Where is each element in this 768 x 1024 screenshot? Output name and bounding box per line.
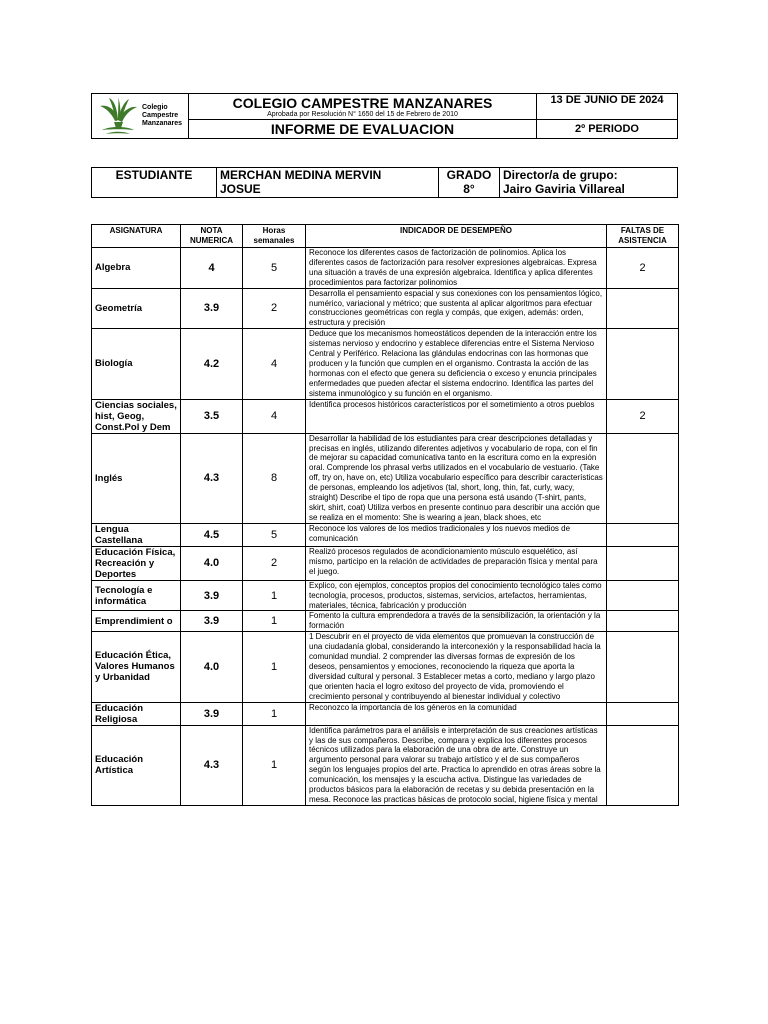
subject-cell: Educación Artística xyxy=(92,725,181,805)
hours-cell: 1 xyxy=(243,580,306,611)
grades-table xyxy=(91,224,679,806)
absences-cell xyxy=(607,725,679,805)
student-name xyxy=(217,168,439,198)
absences-cell xyxy=(607,433,679,523)
grade-cell: 4 xyxy=(181,248,243,289)
grade-cell: 3.9 xyxy=(181,288,243,329)
header-absences-line: FALTAS DE xyxy=(620,226,665,235)
logo-text-line: Colegio xyxy=(142,104,168,111)
resolution-text: Aprobada por Resolución N° 1650 del 15 de Febrero de 2010 xyxy=(267,111,458,118)
header-absences xyxy=(607,225,679,248)
absences-cell xyxy=(607,329,679,399)
subject-cell: Tecnología e informática xyxy=(92,580,181,611)
absences-cell xyxy=(607,546,679,580)
subject-cell: Geometría xyxy=(92,288,181,329)
indicator-cell: Desarrolla el pensamiento espacial y sus conexiones con los pensamientos lógico, numérico, variacional y métrico; que sustenta al aplicar algoritmos para efectuar construcciones geométricas con regla y compás, que exigen, además: orden, estructura y precisión xyxy=(306,288,607,329)
table-row xyxy=(92,399,679,433)
hours-cell: 1 xyxy=(243,632,306,702)
indicator-cell: Reconoce los diferentes casos de factorización de polinomios. Aplica los diferentes casos de factorización para resolver expresiones algebraicas. Expresa una situación a través de una expresión algebraica. Identifica y aplica diferentes procedimientos para factorizar polinomios xyxy=(306,248,607,289)
absences-cell: 2 xyxy=(607,399,679,433)
header-grade xyxy=(181,225,243,248)
grade-cell: 4.0 xyxy=(181,632,243,702)
absences-cell xyxy=(607,580,679,611)
subject-cell: Algebra xyxy=(92,248,181,289)
grade-label: GRADO xyxy=(446,168,492,182)
table-row xyxy=(92,632,679,702)
subject-cell: Ciencias sociales, hist, Geog, Const.Pol y Dem xyxy=(92,399,181,433)
director-name: Jairo Gaviria Villareal xyxy=(503,182,625,196)
hours-cell: 2 xyxy=(243,546,306,580)
table-row xyxy=(92,611,679,632)
hours-cell: 1 xyxy=(243,611,306,632)
header-hours-line: Horas xyxy=(262,226,286,235)
report-period: 2º PERIODO xyxy=(537,120,678,139)
header-absences-line: ASISTENCIA xyxy=(618,236,667,245)
report-header xyxy=(91,93,678,139)
hours-cell: 5 xyxy=(243,248,306,289)
indicator-cell: Desarrollar la habilidad de los estudiantes para crear descripciones detalladas y precisas en inglés, utilizando diferentes adjetivos y vocabulario de ropa, con el fin de mejorar su capacidad comunicativa tanto en la escritura como en la expresión oral. Comprende los phrasal verbs utilizados en el vocabulario de vestuario. (Take off, try on, have on, etc) Utiliza vocabulario específico para describir características de personas, empleando los adjetivos (tal, short, long, thin, fat, curly, wacy, straight) Describe el tipo de ropa que una persona está usando (T-shirt, pants, skirt, shirt, coat) Utiliza verbos en presente continuo para describir una acción que se realiza en el momento: She is wearing a jean, black shoes, etc xyxy=(306,433,607,523)
indicator-cell: Explico, con ejemplos, conceptos propios del conocimiento tecnológico tales como tecnología, procesos, productos, sistemas, servicios, artefactos, herramientas, materiales, técnica, fabricación y producción xyxy=(306,580,607,611)
logo-cell xyxy=(92,94,189,139)
indicator-cell: Reconozco la importancia de los géneros en la comunidad xyxy=(306,702,607,725)
indicator-cell: 1 Descubrir en el proyecto de vida elementos que promuevan la construcción de una ciudadanía global, considerando la interconexión y la responsabilidad hacia la comunidad mundial. 2 comprender las diversas formas de expresión de los deseos, pensamientos y emociones, reconociendo la riqueza que aporta la diversidad cultural y personal. 3 Establecer metas a corto, mediano y largo plazo que orienten hacia el logro exitoso del proyecto de vida, promoviendo el crecimiento personal y contribuyendo al bienestar individual y colectivo xyxy=(306,632,607,702)
student-name-line: MERCHAN MEDINA MERVIN xyxy=(220,168,382,182)
tree-logo-icon xyxy=(96,96,140,136)
subject-cell: Educación Ética, Valores Humanos y Urbanidad xyxy=(92,632,181,702)
school-cell xyxy=(189,94,537,120)
absences-cell xyxy=(607,611,679,632)
grade-cell: 3.9 xyxy=(181,611,243,632)
student-name-line: JOSUE xyxy=(220,182,261,196)
header-grade-line: NUMERICA xyxy=(189,236,234,245)
header-grade-line: NOTA xyxy=(200,226,223,235)
table-row xyxy=(92,288,679,329)
absences-cell xyxy=(607,288,679,329)
table-row xyxy=(92,702,679,725)
director-label: Director/a de grupo: xyxy=(503,168,618,182)
student-info xyxy=(91,167,678,198)
logo-text-line: Manzanares xyxy=(142,120,183,127)
grades-header-row xyxy=(92,225,679,248)
absences-cell xyxy=(607,523,679,546)
grade-cell: 3.5 xyxy=(181,399,243,433)
hours-cell: 2 xyxy=(243,288,306,329)
table-row xyxy=(92,580,679,611)
indicator-cell: Deduce que los mecanismos homeostáticos dependen de la interacción entre los sistemas nervioso y endocrino y establece diferencias entre el Sistema Nervioso Central y Periférico. Relaciona las glándulas endocrinas con las hormonas que producen y la función que cumplen en el organismo. Contrasta la acción de las hormonas con el efecto que genera su deficiencia o exceso y enuncia principales enfermedades que pueden afectar el sistema endocrino. Identifica las partes del sistema inmunológico y su función en el organismo. xyxy=(306,329,607,399)
grade-cell: 4.3 xyxy=(181,433,243,523)
indicator-cell: Fomento la cultura emprendedora a través de la sensibilización, la orientación y la formación xyxy=(306,611,607,632)
subject-cell: Biología xyxy=(92,329,181,399)
logo-text-line: Campestre xyxy=(142,112,179,119)
grade-cell: 4.3 xyxy=(181,725,243,805)
header-hours xyxy=(243,225,306,248)
subject-cell: Educación Religiosa xyxy=(92,702,181,725)
table-row xyxy=(92,725,679,805)
absences-cell xyxy=(607,632,679,702)
student-label: ESTUDIANTE xyxy=(92,168,217,198)
school-name: COLEGIO CAMPESTRE MANZANARES xyxy=(232,95,493,111)
indicator-cell: Identifica parámetros para el análisis e interpretación de sus creaciones artísticas y las de sus compañeros. Describe, compara y explica los diferentes procesos técnicos utilizados para la elaboración de una obra de arte. Construye un argumento personal para valorar su trabajo artístico y el de sus compañeros según los lenguajes propios del arte. Practica lo aprendido en otras áreas sobre la comunicación, los mensajes y la escucha activa. Distingue las variedades de productos básicos para la elaboración de recetas y su debida presentación en la mesa. Reconoce las practicas básicas de protocolo social, higiene física y mental xyxy=(306,725,607,805)
group-director xyxy=(500,168,678,198)
absences-cell: 2 xyxy=(607,248,679,289)
subject-cell: Emprendimient o xyxy=(92,611,181,632)
subject-cell: Inglés xyxy=(92,433,181,523)
grade-cell: 3.9 xyxy=(181,580,243,611)
table-row xyxy=(92,546,679,580)
subject-cell: Educación Física, Recreación y Deportes xyxy=(92,546,181,580)
hours-cell: 4 xyxy=(243,399,306,433)
subject-cell: Lengua Castellana xyxy=(92,523,181,546)
hours-cell: 8 xyxy=(243,433,306,523)
logo-text xyxy=(142,104,182,128)
table-row xyxy=(92,523,679,546)
report-date: 13 DE JUNIO DE 2024 xyxy=(537,94,678,120)
hours-cell: 4 xyxy=(243,329,306,399)
indicator-cell: Reconoce los valores de los medios tradicionales y los nuevos medios de comunicación xyxy=(306,523,607,546)
indicator-cell: Identifica procesos históricos característicos por el sometimiento a otros pueblos xyxy=(306,399,607,433)
report-title: INFORME DE EVALUACION xyxy=(189,120,537,139)
grade-cell: 4.0 xyxy=(181,546,243,580)
grade-cell: 4.2 xyxy=(181,329,243,399)
grade-value: 8° xyxy=(463,182,475,196)
table-row xyxy=(92,248,679,289)
grade-cell: 3.9 xyxy=(181,702,243,725)
grade-cell: 4.5 xyxy=(181,523,243,546)
header-hours-line: semanales xyxy=(253,236,295,245)
hours-cell: 5 xyxy=(243,523,306,546)
absences-cell xyxy=(607,702,679,725)
table-row xyxy=(92,433,679,523)
table-row xyxy=(92,329,679,399)
indicator-cell: Realizó procesos regulados de acondicionamiento músculo esquelético, así mismo, participo en la relación de actividades de preparación física y mental para el juego. xyxy=(306,546,607,580)
school-logo xyxy=(92,94,188,138)
hours-cell: 1 xyxy=(243,725,306,805)
hours-cell: 1 xyxy=(243,702,306,725)
header-indicator: INDICADOR DE DESEMPEÑO xyxy=(306,225,607,248)
grade-level xyxy=(439,168,500,198)
header-subject: ASIGNATURA xyxy=(92,225,181,248)
